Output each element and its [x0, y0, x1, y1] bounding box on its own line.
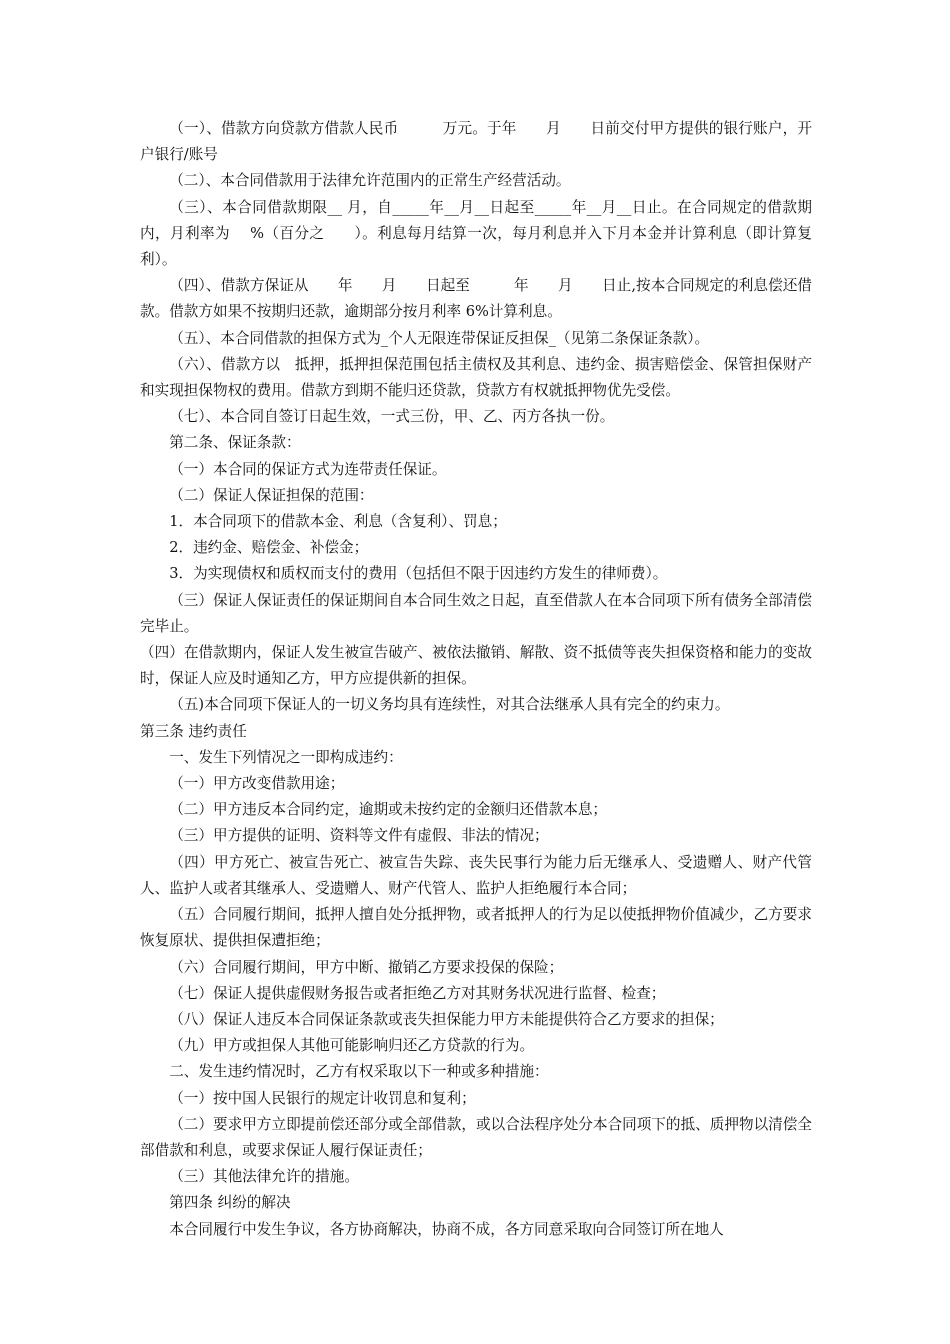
paragraph: （二）、本合同借款用于法律允许范围内的正常生产经营活动。	[169, 172, 571, 190]
paragraph: （二）保证人保证担保的范围：	[169, 486, 374, 504]
list-item: （九）甲方或担保人其他可能影响归还乙方贷款的行为。	[169, 1037, 535, 1055]
list-item: （一）按中国人民银行的规定计收罚息和复利；	[169, 1089, 476, 1107]
list-item: （四）甲方死亡、被宣告死亡、被宣告失踪、丧失民事行为能力后无继承人、受遗赠人、财产代管人、监护人或者其继承人、受遗赠人、财产代管人、监护人拒绝履行本合同；	[140, 853, 812, 897]
paragraph: （六）、借款方以 抵押，抵押担保范围包括主债权及其利息、违约金、损害赔偿金、保管担保财产和实现担保物权的费用。借款方到期不能归还贷款，贷款方有权就抵押物优先受偿。	[140, 355, 812, 400]
list-item: （二）甲方违反本合同约定，逾期或未按约定的金额归还借款本息；	[169, 801, 608, 819]
list-item: 1．本合同项下的借款本金、利息（含复利）、罚息；	[169, 513, 507, 531]
list-item: （二）要求甲方立即提前偿还部分或全部借款，或以合法程序处分本合同项下的抵、质押物以清偿全部借款和利息，或要求保证人履行保证责任；	[140, 1115, 812, 1159]
document-page	[140, 116, 812, 1243]
paragraph: （五)本合同项下保证人的一切义务均具有连续性，对其合法继承人具有完全的约束力。	[169, 696, 730, 714]
list-item: （五）合同履行期间，抵押人擅自处分抵押物，或者抵押人的行为足以使抵押物价值减少，乙方要求恢复原状、提供担保遭拒绝；	[140, 906, 812, 950]
paragraph: （五）、本合同借款的担保方式为_个人无限连带保证反担保_（见第二条保证条款）。	[169, 329, 710, 347]
list-item: 3．为实现债权和质权而支付的费用（包括但不限于因违约方发生的律师费）。	[169, 565, 668, 583]
section-heading: 第三条 违约责任	[140, 722, 247, 740]
paragraph: （四）在借款期内，保证人发生被宣告破产、被依法撤销、解散、资不抵债等丧失担保资格和能力的变故时，保证人应及时通知乙方，甲方应提供新的担保。	[140, 644, 812, 688]
paragraph: （七）、本合同自签订日起生效，一式三份，甲、乙、丙方各执一份。	[169, 408, 615, 426]
paragraph: （一）本合同的保证方式为连带责任保证。	[169, 460, 447, 478]
paragraph: （三）、本合同借款期限__ 月，自_____年__月__日起至_____年__月__日止。在合同规定的借款期内，月利率为 %（百分之 ）。利息每月结算一次，每月利息并入下月本金并计算利息（即计算复利）。	[140, 198, 812, 269]
paragraph: 二、发生违约情况时，乙方有权采取以下一种或多种措施：	[169, 1063, 549, 1081]
list-item: （六）合同履行期间，甲方中断、撤销乙方要求投保的保险；	[169, 958, 564, 976]
paragraph: （一）、借款方向贷款方借款人民币 万元。于年 月 日前交付甲方提供的银行账户，开户银行/账号	[140, 120, 812, 164]
section-heading: 第二条、保证条款：	[169, 434, 301, 452]
list-item: （一）甲方改变借款用途；	[169, 775, 345, 793]
paragraph: 一、发生下列情况之一即构成违约：	[169, 748, 403, 766]
list-item: （七）保证人提供虚假财务报告或者拒绝乙方对其财务状况进行监督、检查；	[169, 984, 666, 1002]
list-item: （八）保证人违反本合同保证条款或丧失担保能力甲方未能提供符合乙方要求的担保；	[169, 1010, 724, 1028]
paragraph: （四）、借款方保证从 年 月 日起至 年 月 日止,按本合同规定的利息偿还借款。借款方如果不按期归还款，逾期部分按月利率 6%计算利息。	[140, 277, 812, 321]
section-heading: 第四条 纠纷的解决	[169, 1194, 291, 1212]
paragraph: 本合同履行中发生争议，各方协商解决，协商不成，各方同意采取向合同签订所在地人	[169, 1220, 724, 1238]
list-item: 2．违约金、赔偿金、补偿金；	[169, 539, 369, 557]
paragraph: （三）保证人保证责任的保证期间自本合同生效之日起，直至借款人在本合同项下所有债务全部清偿完毕止。	[140, 591, 812, 635]
list-item: （三）其他法律允许的措施。	[169, 1168, 359, 1186]
list-item: （三）甲方提供的证明、资料等文件有虚假、非法的情况；	[169, 827, 549, 845]
